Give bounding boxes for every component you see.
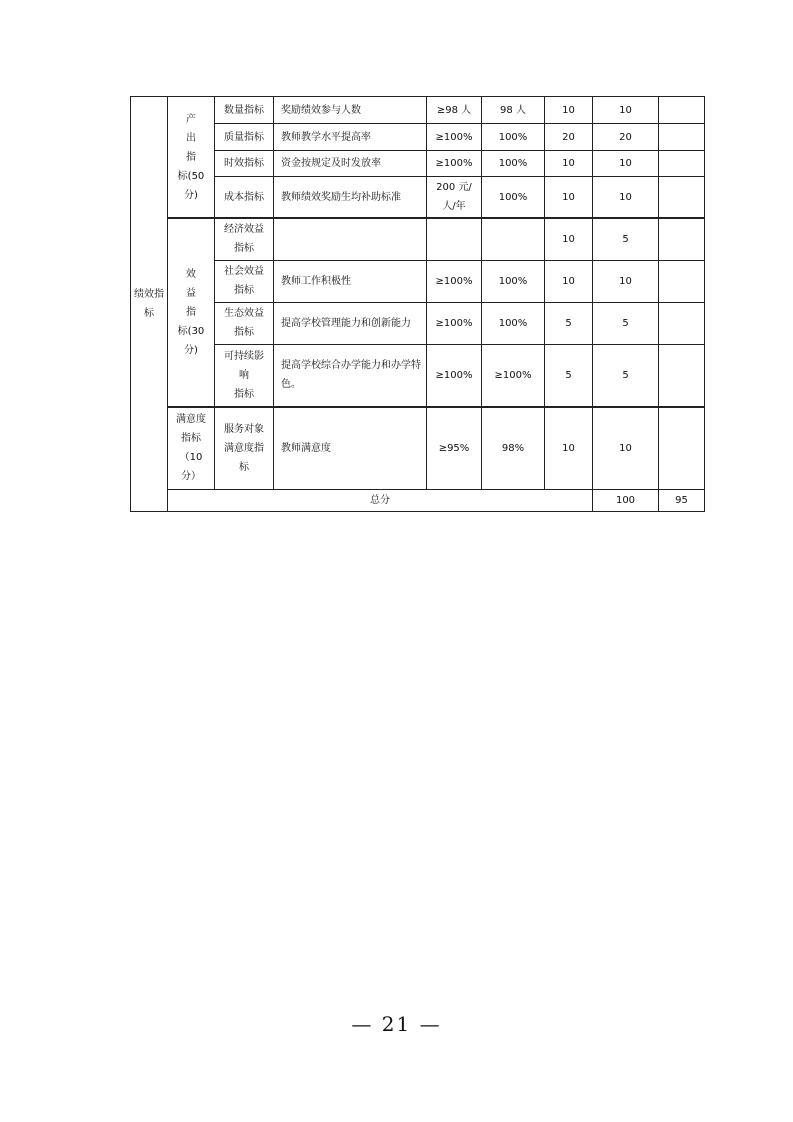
section-label-line: 标(30 — [177, 326, 205, 337]
target-cell — [427, 218, 482, 260]
section-label-line: 指 — [186, 307, 196, 318]
section-label-line: 标(50 — [177, 170, 205, 182]
target-cell — [427, 177, 482, 219]
sub-indicator: 成本指标 — [224, 191, 264, 203]
target-cell: ≥100% — [427, 260, 482, 302]
page-number: — 21 — — [351, 1012, 442, 1036]
section-label-line: 指标 — [181, 433, 201, 445]
note-cell — [659, 177, 705, 219]
weight-cell: 10 — [545, 97, 593, 124]
sub-indicator-cell — [215, 302, 274, 344]
target-cell: ≥100% — [427, 124, 482, 151]
indicator-cell: 资金按规定及时发放率 — [274, 151, 427, 177]
table-row — [131, 344, 705, 407]
indicator-cell: 教师满意度 — [274, 407, 427, 489]
actual-cell: 100% — [482, 260, 545, 302]
section-label-line: （10 — [179, 452, 203, 464]
score-cell: 20 — [593, 124, 659, 151]
sub-indicator-cell — [215, 407, 274, 489]
section-label-line: 满意度 — [176, 414, 206, 426]
section-label-line: 分) — [184, 345, 198, 356]
sub-indicator: 生态效益 — [224, 308, 264, 319]
weight-cell: 10 — [545, 151, 593, 177]
indicator-cell: 教师工作积极性 — [274, 260, 427, 302]
actual-cell: ≥100% — [482, 344, 545, 407]
weight-cell: 10 — [545, 260, 593, 302]
sub-indicator-cell — [215, 177, 274, 219]
sub-indicator: 满意度指 — [224, 442, 264, 454]
section-label-line: 分） — [181, 471, 201, 483]
note-cell — [659, 407, 705, 489]
weight-cell: 10 — [545, 218, 593, 260]
sub-indicator: 数量指标 — [224, 104, 264, 116]
note-cell — [659, 124, 705, 151]
section-label-satisfaction — [168, 407, 215, 489]
indicator-cell: 教师教学水平提高率 — [274, 124, 427, 151]
weight-cell: 10 — [545, 407, 593, 489]
sub-indicator-cell — [215, 151, 274, 177]
actual-cell: 98 人 — [482, 97, 545, 124]
sub-indicator-cell — [215, 218, 274, 260]
table-row — [131, 177, 705, 219]
actual-cell — [482, 218, 545, 260]
indicator-cell: 提高学校综合办学能力和办学特色。 — [274, 344, 427, 407]
weight-cell: 5 — [545, 302, 593, 344]
sub-indicator: 指标 — [234, 388, 254, 400]
weight-cell: 5 — [545, 344, 593, 407]
sub-indicator: 时效指标 — [224, 158, 264, 169]
table-row — [131, 218, 705, 260]
weight-cell: 10 — [545, 177, 593, 219]
group-label-cell — [131, 97, 168, 512]
sub-indicator: 服务对象 — [224, 423, 264, 435]
total-label: 总分 — [168, 489, 593, 511]
total-weight: 100 — [593, 489, 659, 511]
table-row — [131, 124, 705, 151]
weight-cell: 20 — [545, 124, 593, 151]
sub-indicator: 经济效益 — [224, 224, 264, 236]
actual-cell: 100% — [482, 177, 545, 219]
actual-cell: 100% — [482, 124, 545, 151]
score-cell: 5 — [593, 218, 659, 260]
score-cell: 10 — [593, 407, 659, 489]
sub-indicator: 响 — [239, 369, 249, 381]
score-cell: 10 — [593, 260, 659, 302]
sub-indicator: 社会效益 — [224, 266, 264, 277]
total-row — [131, 489, 705, 511]
actual-cell: 98% — [482, 407, 545, 489]
section-label-line: 效 — [186, 269, 196, 280]
sub-indicator-cell — [215, 97, 274, 124]
section-label-line: 产 — [186, 113, 196, 125]
score-cell: 10 — [593, 97, 659, 124]
target-line: 200 元/ — [436, 182, 472, 193]
table-row — [131, 407, 705, 489]
target-cell: ≥100% — [427, 302, 482, 344]
sub-indicator: 可持续影 — [224, 350, 264, 362]
sub-indicator: 质量指标 — [224, 131, 264, 143]
target-cell: ≥100% — [427, 151, 482, 177]
section-label-benefit — [168, 218, 215, 407]
note-cell — [659, 344, 705, 407]
indicator-cell — [274, 218, 427, 260]
total-score: 95 — [659, 489, 705, 511]
sub-indicator-cell — [215, 124, 274, 151]
table-row — [131, 97, 705, 124]
note-cell — [659, 260, 705, 302]
note-cell — [659, 97, 705, 124]
note-cell — [659, 302, 705, 344]
section-label-output — [168, 97, 215, 219]
note-cell — [659, 151, 705, 177]
score-cell: 5 — [593, 302, 659, 344]
actual-cell: 100% — [482, 302, 545, 344]
target-cell: ≥98 人 — [427, 97, 482, 124]
indicator-cell: 教师绩效奖励生均补助标准 — [274, 177, 427, 219]
indicator-cell: 提高学校管理能力和创新能力 — [274, 302, 427, 344]
target-cell: ≥100% — [427, 344, 482, 407]
sub-indicator-cell — [215, 344, 274, 407]
sub-indicator-cell — [215, 260, 274, 302]
section-label-line: 益 — [186, 288, 196, 299]
score-cell: 5 — [593, 344, 659, 407]
table-row — [131, 151, 705, 177]
sub-indicator: 指标 — [234, 285, 254, 296]
target-cell: ≥95% — [427, 407, 482, 489]
table-row — [131, 302, 705, 344]
performance-indicator-table — [130, 96, 705, 512]
note-cell — [659, 218, 705, 260]
indicator-cell: 奖励绩效参与人数 — [274, 97, 427, 124]
score-cell: 10 — [593, 177, 659, 219]
actual-cell: 100% — [482, 151, 545, 177]
score-cell: 10 — [593, 151, 659, 177]
sub-indicator: 指标 — [234, 243, 254, 255]
section-label-line: 分) — [184, 189, 198, 201]
sub-indicator: 指标 — [234, 327, 254, 338]
table-row — [131, 260, 705, 302]
target-line: 人/年 — [442, 201, 466, 212]
section-label-line: 出 — [186, 132, 196, 144]
group-label: 绩效指标 — [134, 288, 164, 319]
section-label-line: 指 — [186, 151, 196, 163]
sub-indicator: 标 — [239, 461, 249, 473]
